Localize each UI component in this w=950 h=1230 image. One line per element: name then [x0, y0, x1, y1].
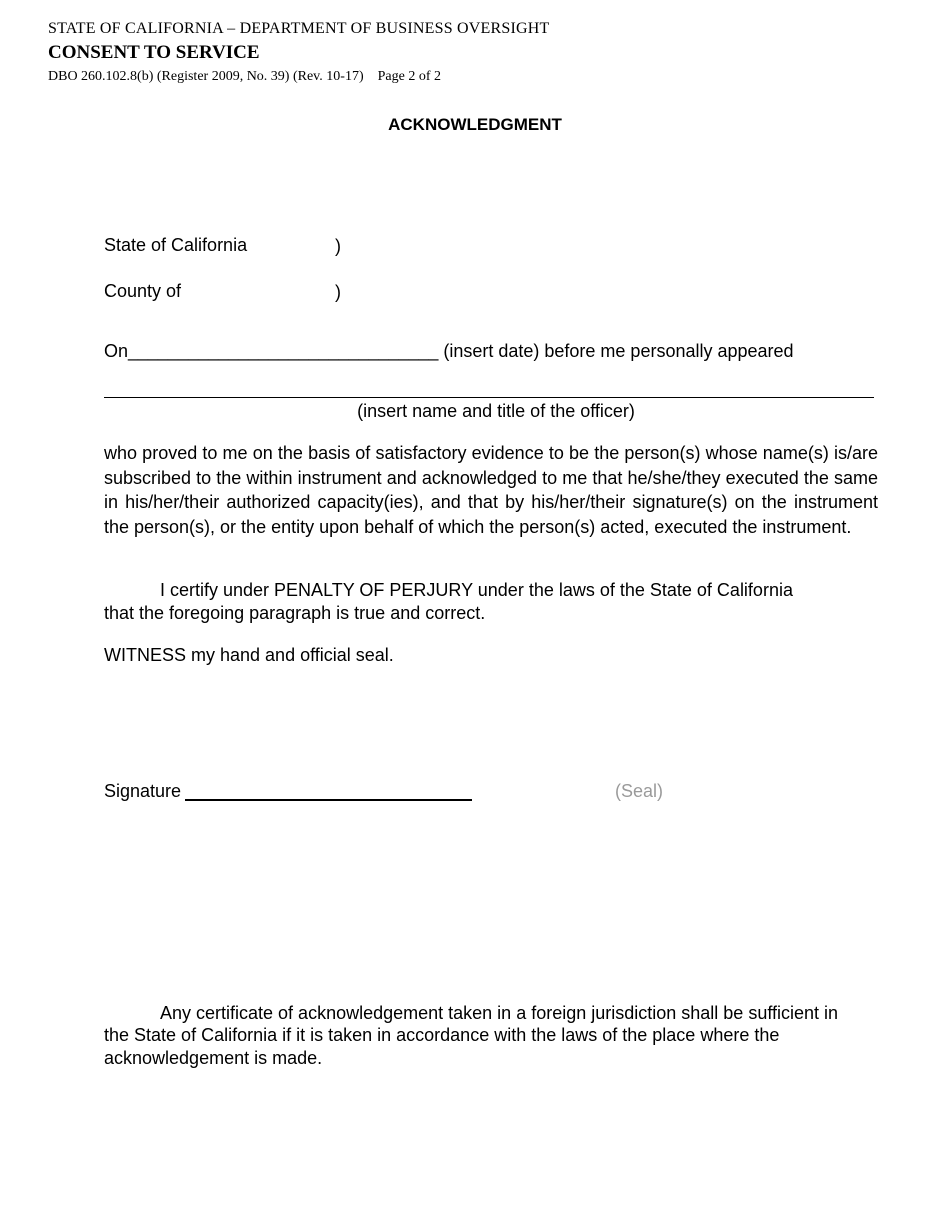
state-label: State of California [104, 235, 248, 255]
agency-header: STATE OF CALIFORNIA – DEPARTMENT OF BUSINESS OVERSIGHT [48, 20, 550, 37]
page-title: ACKNOWLEDGMENT [388, 115, 562, 134]
officer-name-field[interactable] [104, 397, 874, 398]
form-title: CONSENT TO SERVICE [48, 42, 260, 63]
foreign-line-1: Any certificate of acknowledgement taken in a foreign jurisdiction shall be sufficient in [160, 1003, 839, 1023]
seal-placeholder: (Seal) [615, 781, 664, 801]
officer-caption: (insert name and title of the officer) [357, 401, 635, 421]
form-reference: DBO 260.102.8(b) (Register 2009, No. 39) (Rev. 10-17) Page 2 of 2 [48, 69, 441, 84]
foreign-line-2: the State of California if it is taken in accordance with the laws of the place where the [104, 1025, 780, 1046]
date-appearance-line: On_______________________________ (insert date) before me personally appeared [104, 341, 794, 361]
state-paren: ) [335, 236, 341, 256]
foreign-line-3: acknowledgement is made. [104, 1047, 323, 1068]
signature-label: Signature [104, 781, 182, 801]
certify-line-2: that the foregoing paragraph is true and correct. [104, 603, 486, 623]
county-label: County of [104, 281, 182, 301]
signature-field[interactable] [185, 799, 472, 801]
witness-statement: WITNESS my hand and official seal. [104, 645, 394, 665]
county-paren: ) [335, 282, 341, 302]
certify-paragraph [104, 579, 878, 625]
acknowledgment-paragraph: who proved to me on the basis of satisfactory evidence to be the person(s) whose name(s) is/are subscribed to the within instrument and acknowledged to me that he/she/they executed the same in his/her/their authorized capacity(ies), and that by his/her/their signature(s) on the instrument the person(s), or the entity upon behalf of which the person(s) acted, executed the instrument. [104, 443, 878, 537]
certify-line-1: I certify under PENALTY OF PERJURY under the laws of the State of California [160, 580, 793, 600]
foreign-jurisdiction-note [104, 1002, 878, 1069]
